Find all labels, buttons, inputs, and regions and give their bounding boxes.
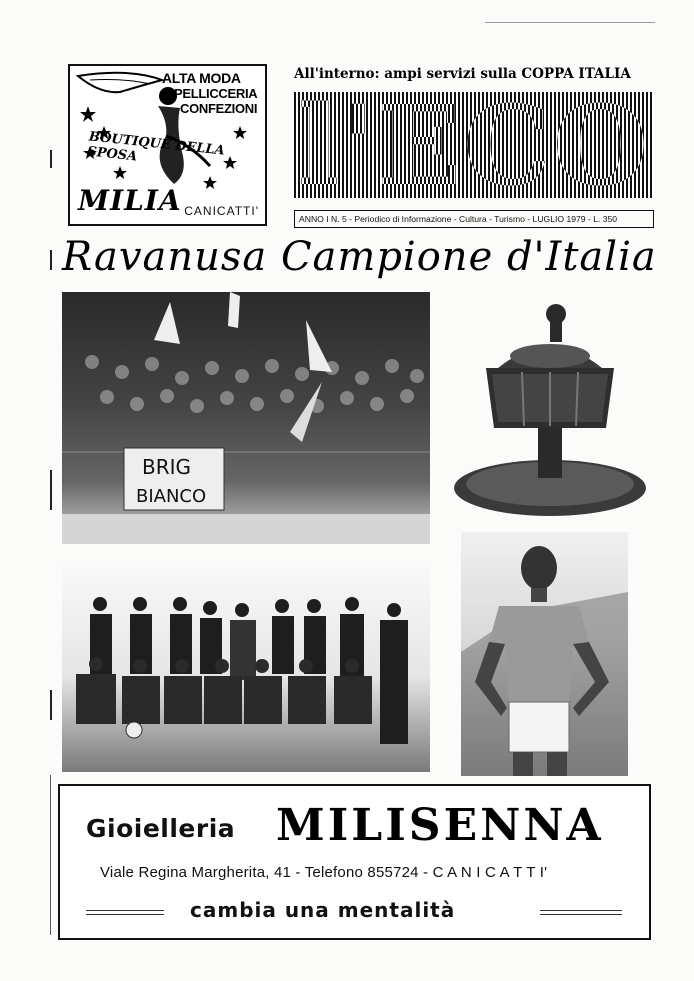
issue-line: ANNO I N. 5 - Periodico di Informazione - Cultura - Turismo - LUGLIO 1979 - L. 350: [294, 210, 654, 228]
ad-banner: BOUTIQUE DELLA SPOSA: [86, 129, 226, 165]
scan-mark: [50, 250, 52, 270]
ad-slogan: cambia una mentalità: [190, 898, 456, 922]
jewelry-ad: [58, 784, 651, 940]
crowd-banner-line: BRIG: [142, 455, 192, 479]
ad-brand: MILISENNA: [276, 800, 604, 851]
team-photo: [62, 560, 430, 772]
player-illustration: [461, 532, 628, 776]
ad-line: CONFEZIONI: [180, 101, 258, 116]
boutique-ad: [68, 64, 267, 226]
inside-note: All'interno: ampi servizi sulla COPPA ITALIA: [294, 66, 631, 82]
masthead: [294, 92, 654, 198]
crowd-photo: [62, 292, 430, 544]
scan-mark: [50, 775, 51, 935]
masthead-title: l'ECO: [294, 92, 654, 198]
ad-category: Gioielleria: [86, 814, 236, 843]
crowd-illustration: [62, 292, 430, 544]
ad-line: PELLICCERIA: [174, 86, 258, 101]
player-photo: [461, 532, 628, 776]
scan-mark: [50, 470, 52, 510]
crowd-banner-line: BIANCO: [136, 486, 207, 507]
divider: [86, 910, 164, 915]
ad-shop-name: MILIA: [78, 184, 182, 217]
divider: [540, 910, 622, 915]
scan-mark: [50, 690, 52, 720]
scan-mark: [50, 150, 52, 168]
scan-line: [485, 22, 655, 23]
trophy-photo: [452, 298, 648, 520]
trophy-illustration: [452, 298, 648, 520]
team-illustration: [62, 560, 430, 772]
ad-city: CANICATTI': [184, 204, 259, 218]
headline: Ravanusa Campione d'Italia: [62, 234, 657, 280]
ad-line: ALTA MODA: [162, 70, 241, 86]
ad-address: Viale Regina Margherita, 41 - Telefono 855724 - C A N I C A T T I': [100, 864, 548, 881]
